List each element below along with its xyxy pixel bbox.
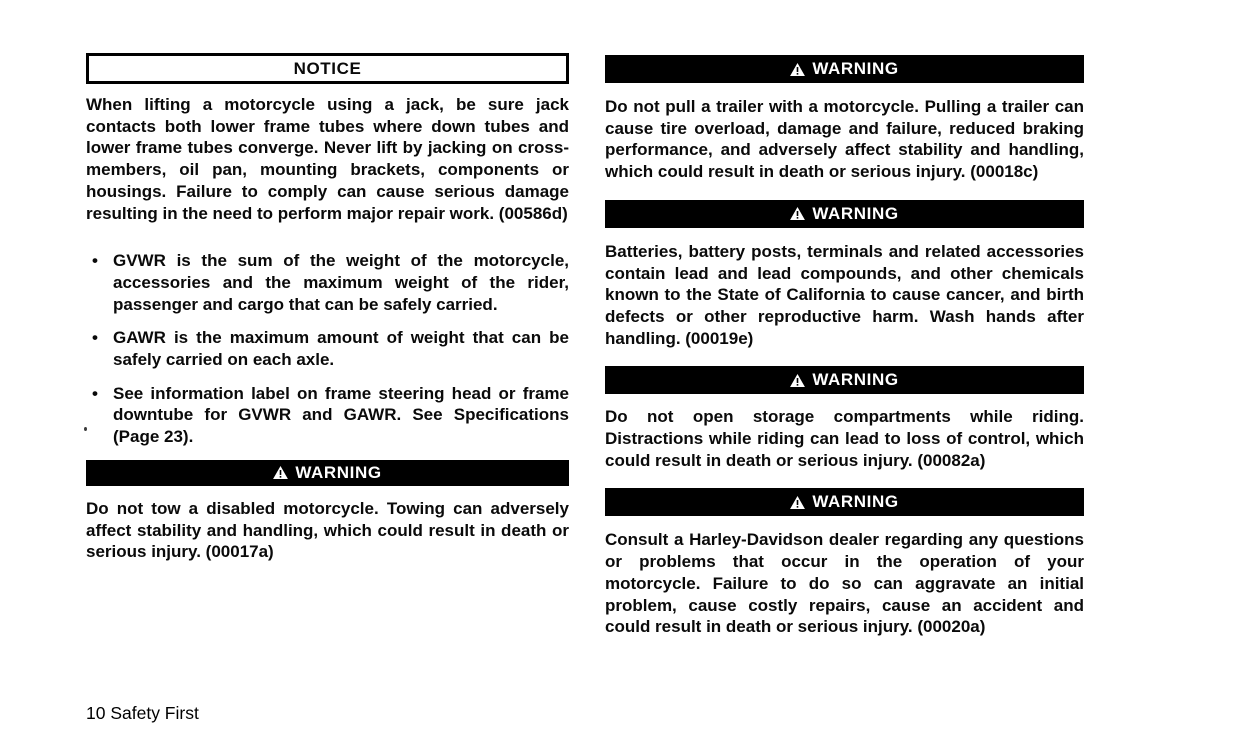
bullet-text-gvwr: GVWR is the sum of the weight of the motorcycle, accessories and the maximum weight of the rider, passenger and cargo that can be safely carried. (113, 251, 569, 314)
warning-icon (790, 207, 805, 220)
warning-title: WARNING (812, 370, 899, 390)
warning-header (605, 488, 1084, 516)
warning-title: WARNING (812, 492, 899, 512)
bullet-icon: • (92, 328, 98, 348)
warning-body-towing: Do not tow a disabled motorcycle. Towing can adversely affect stability and handling, which could result in death or serious injury. (00017a) (86, 498, 569, 562)
bullet-text-label-info: See information label on frame steering head or frame downtube for GVWR and GAWR. See Specifications (Page 23). (113, 383, 569, 447)
warning-header (86, 460, 569, 486)
bullet-icon: • (92, 251, 98, 271)
warning-icon (790, 374, 805, 387)
warning-title: WARNING (295, 462, 382, 482)
warning-header (605, 55, 1084, 83)
warning-header (605, 200, 1084, 228)
bullet-icon: • (92, 383, 98, 403)
warning-body-dealer: Consult a Harley-Davidson dealer regarding any questions or problems that occur in the operation of your motorcycle. Failure to do so can aggravate an initial problem, cause costly repairs, cause an accident and could result in death or serious injury. (00020a) (605, 530, 1084, 637)
list-item (86, 327, 569, 370)
warning-body-trailer: Do not pull a trailer with a motorcycle. Pulling a trailer can cause tire overload, damage and failure, reduced braking performance, and adversely affect stability and handling, which could result in death or serious injury. (00018c) (605, 97, 1084, 182)
notice-box (86, 53, 569, 84)
bullet-list (86, 250, 569, 448)
warning-icon (273, 466, 288, 479)
warning-title: WARNING (812, 203, 899, 223)
page-footer: 10 Safety First (86, 703, 199, 723)
bullet-text-gawr: GAWR is the maximum amount of weight that can be safely carried on each axle. (113, 328, 569, 370)
warning-title: WARNING (812, 59, 899, 78)
notice-title: NOTICE (293, 58, 362, 78)
warning-body-batteries: Batteries, battery posts, terminals and related accessories contain lead and lead compounds, and other chemicals known to the State of California to cause cancer, and birth defects or other reproductive harm. Wash hands after handling. (00019e) (605, 241, 1084, 348)
warning-icon (790, 496, 805, 509)
warning-icon (790, 63, 805, 76)
list-item (86, 383, 569, 448)
left-column (86, 0, 569, 580)
warning-header (605, 366, 1084, 394)
right-column (605, 0, 1084, 655)
warning-body-storage: Do not open storage compartments while riding. Distractions while riding can lead to loss of control, which could result in death or serious injury. (00082a) (605, 407, 1084, 470)
list-item (86, 250, 569, 315)
scan-artifact-dot (84, 427, 87, 431)
notice-body: When lifting a motorcycle using a jack, be sure jack contacts both lower frame tubes where down tubes and lower frame tubes converge. Never lift by jacking on cross-members, oil pan, mounting brackets, components or housings. Failure to comply can cause serious damage resulting in the need to perform major repair work. (00586d) (86, 95, 569, 223)
